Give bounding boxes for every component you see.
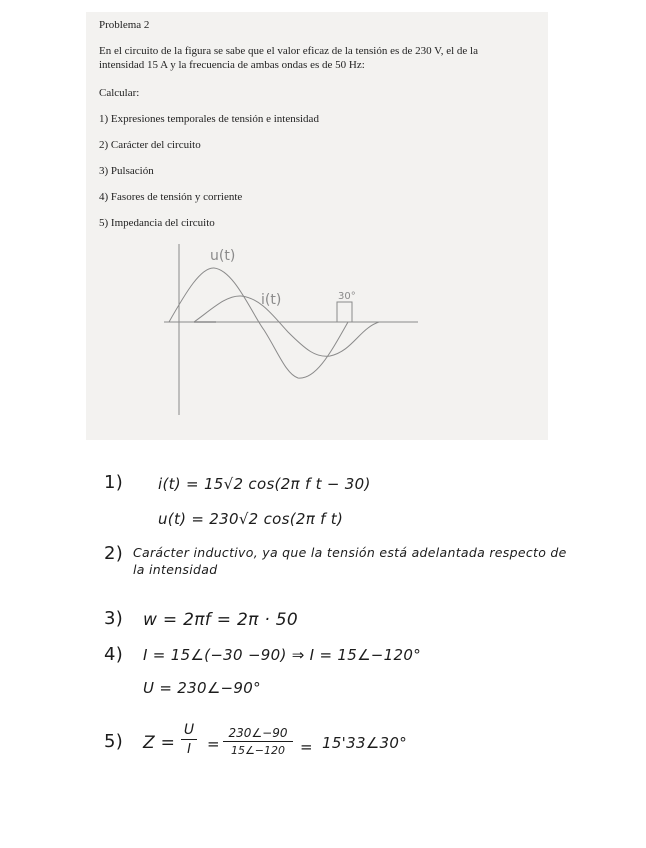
- solution-5-number: 5): [104, 731, 124, 752]
- solution-5-lhs: Z =: [143, 733, 176, 753]
- fraction-values-bar: [223, 741, 293, 742]
- task-5: 5) Impedancia del circuito: [99, 217, 215, 229]
- problem-statement-line2: intensidad 15 A y la frecuencia de ambas ondas es de 50 Hz:: [99, 59, 365, 71]
- phase-label: 30°: [338, 291, 356, 302]
- solution-5-fraction-values: [223, 726, 293, 757]
- solution-3-text: w = 2πf = 2π · 50: [143, 610, 299, 630]
- solution-2-number: 2): [104, 543, 124, 564]
- waveform-figure: [86, 12, 548, 440]
- task-1: 1) Expresiones temporales de tensión e intensidad: [99, 113, 319, 125]
- fraction-values-denominator: 15∠−120: [230, 744, 286, 758]
- solution-4-number: 4): [104, 644, 124, 665]
- voltage-label: u(t): [210, 248, 236, 264]
- solution-4-current: I = 15∠(−30 −90) ⇒ I = 15∠−120°: [143, 646, 422, 664]
- fraction-values-numerator: 230∠−90: [228, 726, 288, 740]
- task-2: 2) Carácter del circuito: [99, 139, 201, 151]
- calc-label: Calcular:: [99, 87, 140, 99]
- solution-2-line1: Carácter inductivo, ya que la tensión está adelantada respecto de: [133, 545, 567, 560]
- solution-5-equals: =: [207, 735, 220, 753]
- current-label: i(t): [261, 292, 282, 308]
- fraction-ui-denominator: I: [187, 742, 191, 758]
- solution-2-line2: la intensidad: [133, 562, 218, 577]
- problem-statement-line1: En el circuito de la figura se sabe que el valor eficaz de la tensión es de 230 V, el de la: [99, 45, 478, 57]
- task-3: 3) Pulsación: [99, 165, 154, 177]
- solution-5-fraction-ui: [181, 722, 197, 757]
- problem-card: [86, 12, 548, 440]
- solution-1-voltage: u(t) = 230√2 cos(2π f t): [158, 510, 344, 528]
- problem-title: Problema 2: [99, 19, 150, 31]
- solution-5-equals-2: =: [300, 738, 313, 756]
- fraction-ui-numerator: U: [183, 722, 195, 738]
- solution-5-result: 15'33∠30°: [322, 734, 408, 752]
- phase-marker: [337, 302, 352, 322]
- voltage-wave: [169, 268, 348, 378]
- solution-1-current: i(t) = 15√2 cos(2π f t − 30): [158, 475, 371, 493]
- solution-3-number: 3): [104, 608, 124, 629]
- solution-4-voltage: U = 230∠−90°: [143, 679, 261, 697]
- fraction-ui-bar: [181, 739, 197, 740]
- current-wave: [194, 296, 379, 356]
- task-4: 4) Fasores de tensión y corriente: [99, 191, 243, 203]
- solution-1-number: 1): [104, 472, 124, 493]
